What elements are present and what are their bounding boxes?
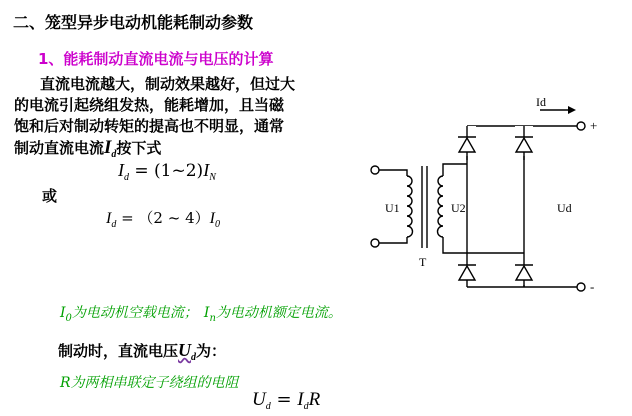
diode-top-left [458, 126, 476, 160]
or-text: 或 [42, 187, 58, 205]
label-plus: + [590, 118, 598, 133]
note-resistance: R为两相串联定子绕组的电阻 [60, 375, 239, 391]
paragraph-line-3: 饱和后对制动转矩的提高也不明显，通常 [14, 117, 285, 135]
diode-bottom-left [458, 255, 476, 287]
formula-current-noload: $I_d = (2$ ~ $4)I_0$ [106, 209, 220, 230]
label-u2: U2 [451, 201, 466, 215]
subsection-title: 1、能耗制动直流电流与电压的计算 [38, 50, 274, 68]
output-terminal-negative [577, 283, 585, 291]
label-u1: U1 [385, 201, 400, 215]
input-terminal-bottom [371, 239, 379, 247]
label-minus: - [590, 279, 595, 294]
label-id: Id [536, 95, 546, 109]
note-currents: $I_0$为电动机空载电流； $I_n$为电动机额定电流。 [60, 305, 342, 324]
formula-voltage: $U_d = I_dR$ [252, 389, 321, 412]
current-variable: I [104, 137, 112, 158]
formula-current-rated: $I_d$ = $(1\sim 2)I_N$ [118, 160, 216, 183]
primary-winding [407, 176, 413, 237]
paragraph-line-1: 直流电流越大，制动效果越好，但过大 [40, 75, 296, 93]
label-ud: Ud [557, 201, 572, 215]
secondary-winding [438, 176, 444, 237]
paragraph-line-2: 的电流引起绕组发热，能耗增加，且当磁 [14, 96, 285, 114]
label-transformer: T [419, 255, 427, 269]
diode-top-right [515, 126, 533, 160]
diode-bottom-right [515, 255, 533, 287]
section-title: 二、笼型异步电动机能耗制动参数 [13, 13, 254, 32]
paragraph-line-4: 制动直流电流$I_d$按下式 [14, 137, 162, 160]
braking-voltage-line: 制动时，直流电压$U_d$为： [58, 340, 227, 363]
input-terminal-top [371, 166, 379, 174]
current-arrow-icon [568, 106, 576, 114]
output-terminal-positive [577, 122, 585, 130]
